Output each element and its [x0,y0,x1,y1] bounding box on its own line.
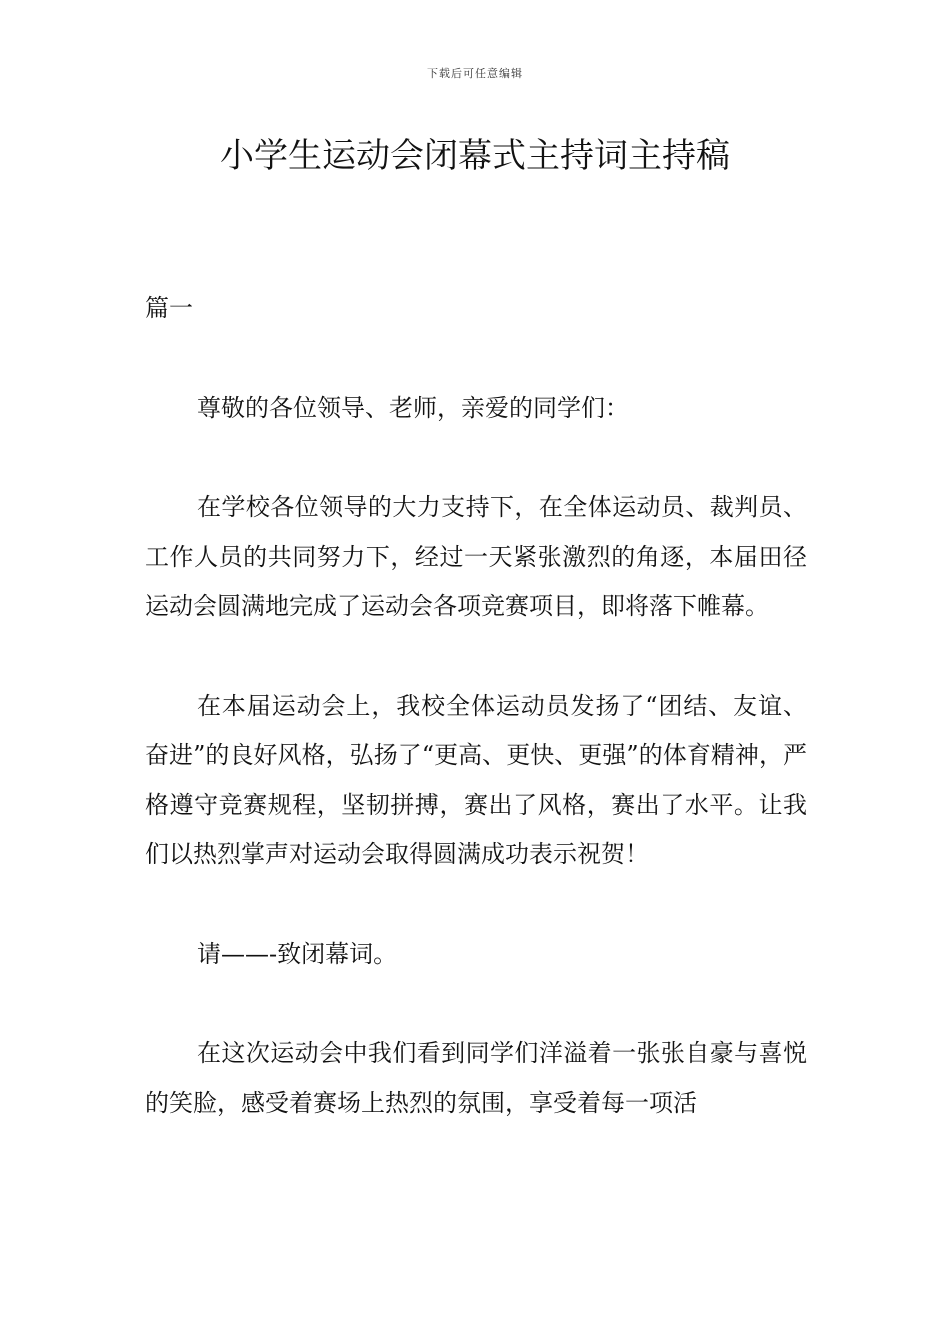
paragraph-closing-speech-invite: 请——-致闭幕词。 [197,939,398,968]
paragraph-reflection: 在这次运动会中我们看到同学们洋溢着一张张自豪与喜悦的笑脸，感受着赛场上热烈的氛围，享受着每一项活 [145,1039,807,1117]
paragraph-achievements: 在本届运动会上，我校全体运动员发扬了“团结、友谊、奋进”的良好风格，弘扬了“更高、更快、更强”的体育精神，严格遵守竞赛规程，坚韧拼搏，赛出了风格，赛出了水平。让我们以热烈掌声对运动会取得圆满成功表示祝贺！ [145,691,807,868]
paragraph-salutation: 尊敬的各位领导、老师，亲爱的同学们： [197,393,629,422]
header-note: 下载后可任意编辑 [427,67,523,80]
document-body [145,284,807,1178]
paragraph-opening: 在学校各位领导的大力支持下，在全体运动员、裁判员、工作人员的共同努力下，经过一天紧张激烈的角逐，本届田径运动会圆满地完成了运动会各项竞赛项目，即将落下帷幕。 [145,493,807,620]
section-heading: 篇一 [145,294,193,322]
document-title: 小学生运动会闭幕式主持词主持稿 [220,136,730,176]
